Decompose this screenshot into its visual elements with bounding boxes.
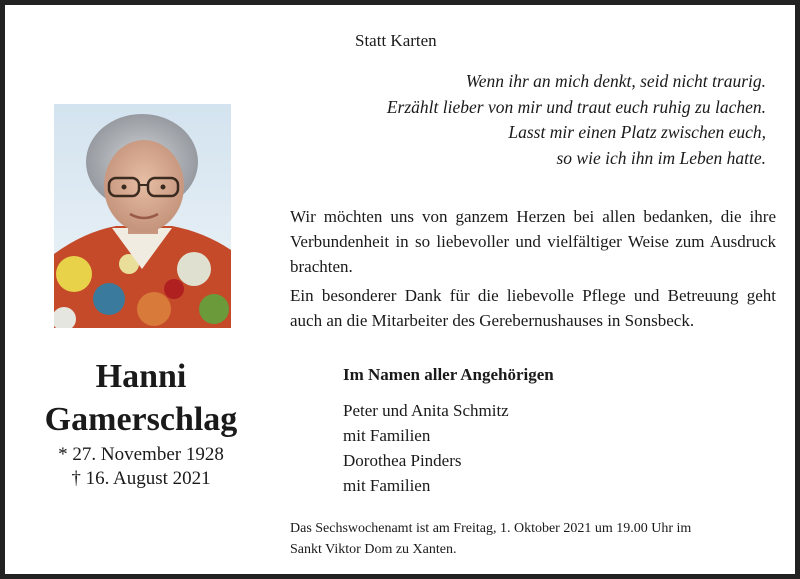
last-name: Gamerschlag bbox=[44, 401, 238, 438]
header-title: Statt Karten bbox=[355, 31, 437, 50]
memorial-notice bbox=[290, 518, 770, 560]
family-line: mit Familien bbox=[343, 426, 431, 445]
poem-line: Erzählt lieber von mir und traut euch ruhig zu lachen. bbox=[386, 96, 766, 117]
notice-line: Sankt Viktor Dom zu Xanten. bbox=[290, 542, 457, 557]
thanks-paragraph: Ein besonderer Dank für die liebevolle Pflege und Betreuung geht auch an die Mitarbeiter des Gerebernushauses in Sonsbeck. bbox=[290, 286, 776, 330]
signoff-heading: Im Namen aller Angehörigen bbox=[343, 365, 554, 384]
portrait-photo bbox=[54, 104, 231, 328]
poem bbox=[387, 69, 766, 171]
first-name: Hanni bbox=[95, 358, 187, 395]
family-line: mit Familien bbox=[343, 476, 431, 495]
thanks-paragraph: Wir möchten uns von ganzem Herzen bei allen bedanken, die ihre Verbundenheit in so liebevoller und vielfältiger Weise zum Ausdruck brachten. bbox=[290, 207, 776, 276]
notice-line: Das Sechswochenamt ist am Freitag, 1. Oktober 2021 um 19.00 Uhr im bbox=[290, 521, 692, 536]
family-line: Dorothea Pinders bbox=[343, 451, 462, 470]
family-names bbox=[343, 398, 509, 498]
birth-date: * 27. November 1928 bbox=[58, 444, 224, 465]
poem-line: so wie ich ihn im Leben hatte. bbox=[556, 147, 766, 168]
life-dates bbox=[35, 443, 247, 491]
deceased-name bbox=[35, 355, 247, 441]
poem-line: Lasst mir einen Platz zwischen euch, bbox=[508, 122, 766, 142]
thanks-text bbox=[290, 204, 776, 337]
death-date: † 16. August 2021 bbox=[71, 468, 211, 489]
family-line: Peter und Anita Schmitz bbox=[343, 401, 509, 420]
poem-line: Wenn ihr an mich denkt, seid nicht traurig. bbox=[465, 71, 766, 91]
